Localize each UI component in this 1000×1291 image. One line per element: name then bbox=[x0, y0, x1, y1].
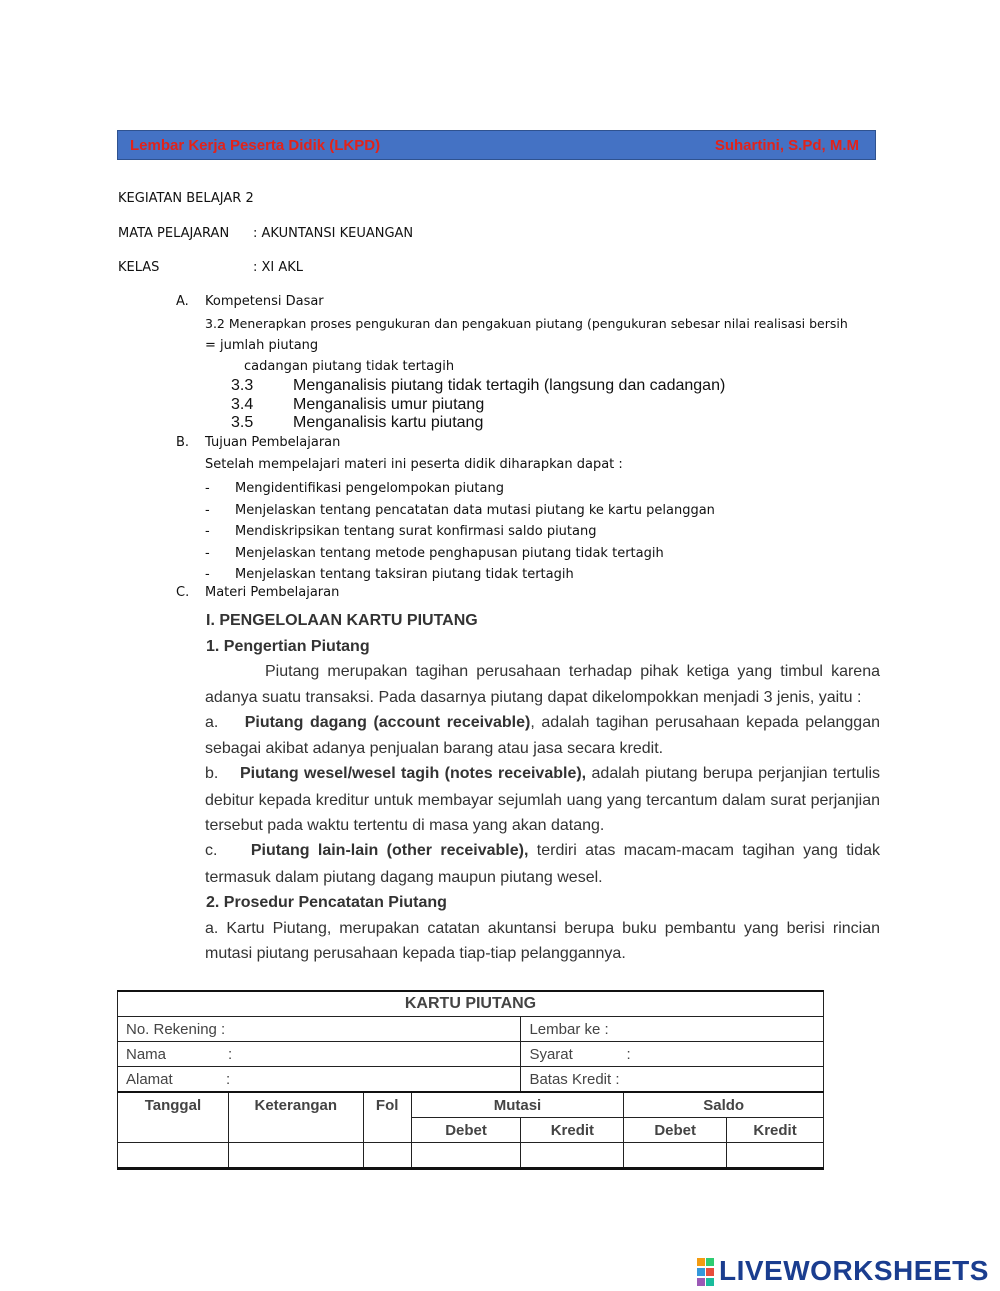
mapel-value: : AKUNTANSI KEUANGAN bbox=[253, 226, 414, 241]
kd-num: 3.3 bbox=[231, 377, 254, 394]
list-item: - Menjelaskan tentang pencatatan data mutasi piutang ke kartu pelanggan bbox=[205, 502, 715, 518]
point-b-term: Piutang wesel/wesel tagih (notes receivable), bbox=[239, 765, 587, 782]
section-a-title: Kompetensi Dasar bbox=[205, 294, 324, 309]
cell-mutasi-kredit[interactable] bbox=[521, 1143, 624, 1169]
section-b-title: Tujuan Pembelajaran bbox=[205, 435, 341, 450]
point-a-line1: a. Piutang dagang (account receivable), adalah tagihan perusahaan kepada pelanggan bbox=[205, 714, 880, 731]
heading-pengelolaan: I. PENGELOLAAN KARTU PIUTANG bbox=[206, 612, 478, 629]
subheading-prosedur: 2. Prosedur Pencatatan Piutang bbox=[206, 894, 447, 911]
prosedur-a-line2: mutasi piutang perusahaan kepada tiap-tiap pelanggannya. bbox=[205, 945, 626, 962]
cell-mutasi-debet[interactable] bbox=[411, 1143, 521, 1169]
col-keterangan: Keterangan bbox=[228, 1092, 363, 1143]
list-item: - Mendiskripsikan tentang surat konfirmasi saldo piutang bbox=[205, 524, 597, 539]
kelas-label: KELAS bbox=[118, 260, 160, 275]
point-b-line1: b. Piutang wesel/wesel tagih (notes receivable), adalah piutang berupa perjanjian tertulis bbox=[205, 765, 881, 782]
logo-text: LIVEWORKSHEETS bbox=[719, 1255, 989, 1286]
col-saldo: Saldo bbox=[624, 1092, 824, 1118]
col-saldo-debet: Debet bbox=[624, 1118, 727, 1143]
point-a-line2: sebagai akibat adanya penjualan barang atau jasa secara kredit. bbox=[205, 740, 664, 757]
point-b-line2: debitur kepada kreditur untuk membayar sejumlah uang yang tercantum dalam surat perjanjian bbox=[205, 792, 880, 809]
kartu-piutang-table bbox=[117, 990, 824, 1170]
point-c-line2: termasuk dalam piutang dagang maupun piutang wesel. bbox=[205, 869, 603, 886]
cell-fol[interactable] bbox=[363, 1143, 411, 1169]
tujuan-intro: Setelah mempelajari materi ini peserta didik diharapkan dapat : bbox=[205, 457, 623, 472]
section-b-marker: B. bbox=[176, 435, 190, 450]
syarat-field: Syarat : bbox=[521, 1042, 824, 1067]
kd-3-2-line1: 3.2 Menerapkan proses pengukuran dan pengakuan piutang (pengukuran sebesar nilai realisasi bersih bbox=[205, 316, 848, 331]
mapel-label: MATA PELAJARAN bbox=[118, 226, 230, 241]
para1-line1: Piutang merupakan tagihan perusahaan terhadap pihak ketiga yang timbul karena bbox=[265, 663, 880, 680]
prosedur-a-line1: a. Kartu Piutang, merupakan catatan akuntansi berupa buku pembantu yang berisi rincian bbox=[205, 920, 880, 937]
section-c-marker: C. bbox=[176, 585, 190, 600]
kelas-value: : XI AKL bbox=[253, 260, 304, 275]
header-title: Lembar Kerja Peserta Didik (LKPD) bbox=[130, 137, 381, 154]
tujuan-list bbox=[205, 478, 715, 586]
kd-item bbox=[231, 414, 725, 433]
kd-text: Menganalisis umur piutang bbox=[293, 395, 485, 413]
no-rekening-label: No. Rekening : bbox=[118, 1017, 521, 1042]
kd-num: 3.4 bbox=[231, 395, 254, 413]
para1-line2: adanya suatu transaksi. Pada dasarnya piutang dapat dikelompokkan menjadi 3 jenis, yaitu : bbox=[205, 689, 862, 706]
col-saldo-kredit: Kredit bbox=[727, 1118, 824, 1143]
logo-blocks-icon bbox=[697, 1258, 719, 1288]
kartu-title: KARTU PIUTANG bbox=[118, 991, 824, 1017]
list-item: - Mengidentifikasi pengelompokan piutang bbox=[205, 481, 504, 496]
table-row bbox=[118, 1143, 824, 1169]
cell-saldo-debet[interactable] bbox=[624, 1143, 727, 1169]
list-item: - Menjelaskan tentang taksiran piutang tidak tertagih bbox=[205, 567, 574, 582]
subheading-pengertian: 1. Pengertian Piutang bbox=[206, 638, 370, 655]
cell-tanggal[interactable] bbox=[118, 1143, 229, 1169]
header-bar bbox=[117, 130, 876, 160]
point-c-line1: c. Piutang lain-lain (other receivable), terdiri atas macam-macam tagihan yang tidak bbox=[205, 842, 880, 859]
point-a-term: Piutang dagang (account receivable) bbox=[244, 714, 531, 731]
kd-list bbox=[231, 377, 725, 433]
section-a-marker: A. bbox=[176, 294, 189, 309]
kd-3-2-line2: = jumlah piutang bbox=[205, 338, 319, 353]
col-tanggal: Tanggal bbox=[118, 1092, 229, 1143]
alamat-field: Alamat : bbox=[118, 1067, 521, 1093]
kd-3-2-line3: cadangan piutang tidak tertagih bbox=[244, 359, 455, 374]
kd-item bbox=[231, 396, 725, 415]
point-c-term: Piutang lain-lain (other receivable), bbox=[250, 842, 529, 859]
cell-saldo-kredit[interactable] bbox=[727, 1143, 824, 1169]
cell-keterangan[interactable] bbox=[228, 1143, 363, 1169]
kd-num: 3.5 bbox=[231, 414, 254, 431]
lembar-ke-label: Lembar ke : bbox=[521, 1017, 824, 1042]
col-mutasi-kredit: Kredit bbox=[521, 1118, 624, 1143]
header-author: Suhartini, S.Pd, M.M bbox=[714, 137, 859, 154]
col-fol: Fol bbox=[363, 1092, 411, 1143]
section-c-title: Materi Pembelajaran bbox=[205, 585, 340, 600]
nama-field: Nama : bbox=[118, 1042, 521, 1067]
col-mutasi-debet: Debet bbox=[411, 1118, 521, 1143]
batas-kredit-label: Batas Kredit : bbox=[521, 1067, 824, 1093]
kd-text: Menganalisis piutang tidak tertagih (langsung dan cadangan) bbox=[293, 377, 726, 394]
kd-item bbox=[231, 377, 725, 396]
list-item: - Menjelaskan tentang metode penghapusan piutang tidak tertagih bbox=[205, 545, 664, 561]
kegiatan-belajar: KEGIATAN BELAJAR 2 bbox=[118, 191, 254, 206]
col-mutasi: Mutasi bbox=[411, 1092, 624, 1118]
liveworksheets-logo[interactable] bbox=[697, 1255, 989, 1288]
point-b-line3: tersebut pada waktu tertentu di masa yang akan datang. bbox=[205, 817, 605, 834]
kd-text: Menganalisis kartu piutang bbox=[293, 414, 484, 431]
